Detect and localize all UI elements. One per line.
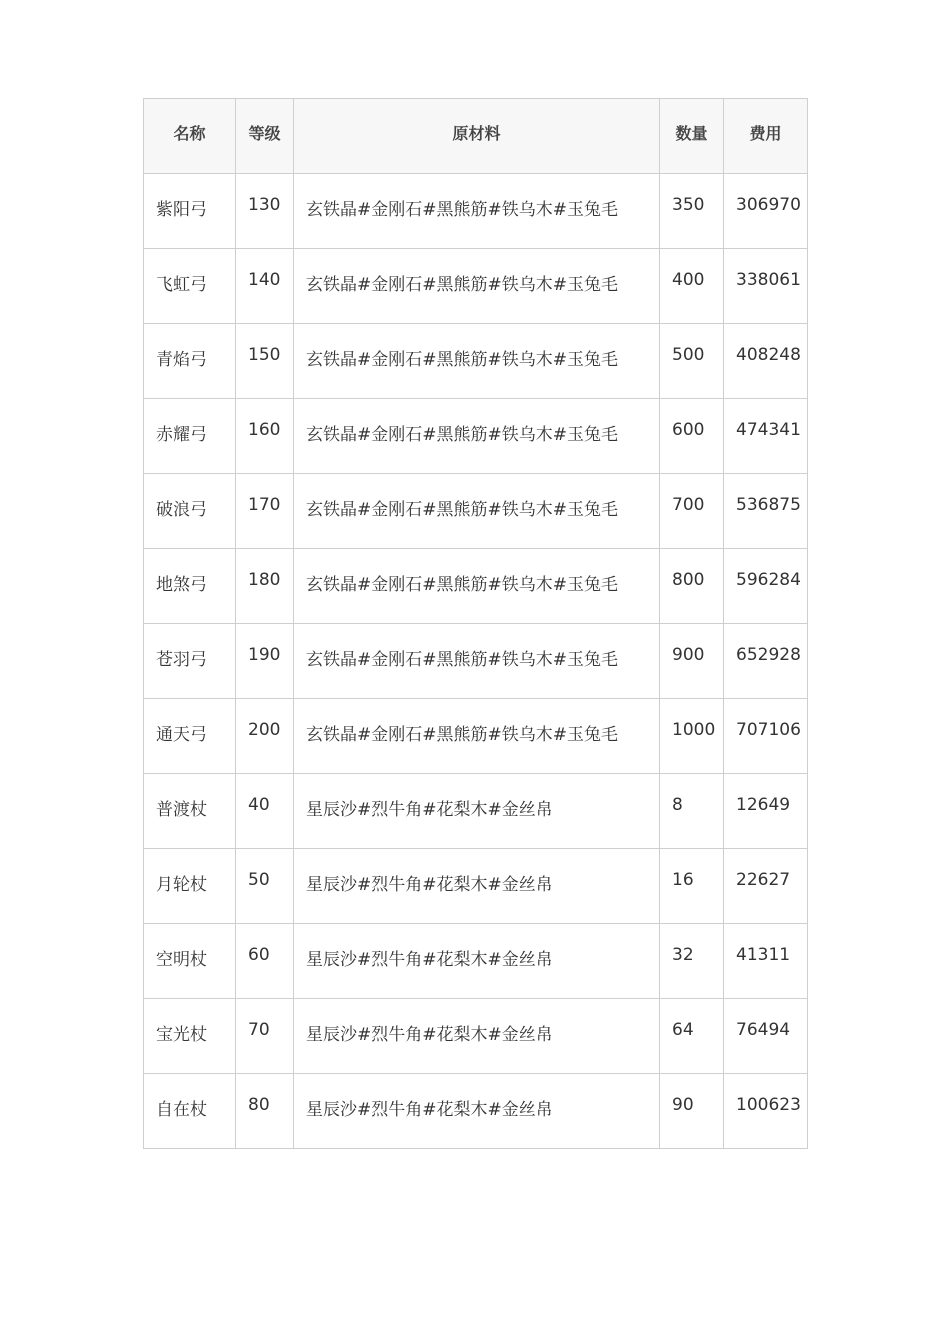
- cell-quantity: 16: [660, 849, 724, 924]
- cell-name: 通天弓: [144, 699, 236, 774]
- header-name: 名称: [144, 99, 236, 174]
- cell-level: 200: [236, 699, 294, 774]
- cell-level: 150: [236, 324, 294, 399]
- cell-cost: 474341: [724, 399, 808, 474]
- cell-quantity: 350: [660, 174, 724, 249]
- header-cost: 费用: [724, 99, 808, 174]
- cell-level: 170: [236, 474, 294, 549]
- cell-cost: 22627: [724, 849, 808, 924]
- cell-level: 80: [236, 1074, 294, 1149]
- cell-materials: 玄铁晶#金刚石#黑熊筋#铁乌木#玉兔毛: [294, 549, 660, 624]
- cell-level: 40: [236, 774, 294, 849]
- cell-materials: 玄铁晶#金刚石#黑熊筋#铁乌木#玉兔毛: [294, 624, 660, 699]
- cell-name: 宝光杖: [144, 999, 236, 1074]
- cell-cost: 652928: [724, 624, 808, 699]
- cell-quantity: 500: [660, 324, 724, 399]
- cell-materials: 玄铁晶#金刚石#黑熊筋#铁乌木#玉兔毛: [294, 399, 660, 474]
- header-quantity: 数量: [660, 99, 724, 174]
- cell-level: 140: [236, 249, 294, 324]
- cell-name: 飞虹弓: [144, 249, 236, 324]
- cell-quantity: 600: [660, 399, 724, 474]
- cell-level: 70: [236, 999, 294, 1074]
- cell-quantity: 800: [660, 549, 724, 624]
- cell-name: 地煞弓: [144, 549, 236, 624]
- crafting-table-container: [143, 98, 808, 1149]
- table-row: [144, 999, 808, 1074]
- cell-materials: 玄铁晶#金刚石#黑熊筋#铁乌木#玉兔毛: [294, 324, 660, 399]
- table-row: [144, 174, 808, 249]
- cell-level: 60: [236, 924, 294, 999]
- cell-materials: 星辰沙#烈牛角#花梨木#金丝帛: [294, 924, 660, 999]
- cell-name: 月轮杖: [144, 849, 236, 924]
- cell-materials: 玄铁晶#金刚石#黑熊筋#铁乌木#玉兔毛: [294, 474, 660, 549]
- table-row: [144, 399, 808, 474]
- cell-cost: 596284: [724, 549, 808, 624]
- cell-quantity: 64: [660, 999, 724, 1074]
- cell-name: 赤耀弓: [144, 399, 236, 474]
- cell-materials: 星辰沙#烈牛角#花梨木#金丝帛: [294, 849, 660, 924]
- table-row: [144, 324, 808, 399]
- cell-cost: 12649: [724, 774, 808, 849]
- cell-name: 自在杖: [144, 1074, 236, 1149]
- table-row: [144, 624, 808, 699]
- table-row: [144, 249, 808, 324]
- table-row: [144, 774, 808, 849]
- cell-materials: 星辰沙#烈牛角#花梨木#金丝帛: [294, 1074, 660, 1149]
- cell-materials: 玄铁晶#金刚石#黑熊筋#铁乌木#玉兔毛: [294, 174, 660, 249]
- cell-cost: 100623: [724, 1074, 808, 1149]
- header-level: 等级: [236, 99, 294, 174]
- cell-cost: 707106: [724, 699, 808, 774]
- cell-level: 190: [236, 624, 294, 699]
- cell-level: 180: [236, 549, 294, 624]
- cell-materials: 玄铁晶#金刚石#黑熊筋#铁乌木#玉兔毛: [294, 699, 660, 774]
- cell-cost: 338061: [724, 249, 808, 324]
- table-body: [144, 174, 808, 1149]
- table-row: [144, 849, 808, 924]
- cell-quantity: 400: [660, 249, 724, 324]
- cell-name: 青焰弓: [144, 324, 236, 399]
- table-row: [144, 699, 808, 774]
- cell-quantity: 32: [660, 924, 724, 999]
- cell-quantity: 1000: [660, 699, 724, 774]
- cell-level: 160: [236, 399, 294, 474]
- cell-cost: 408248: [724, 324, 808, 399]
- cell-level: 130: [236, 174, 294, 249]
- cell-cost: 536875: [724, 474, 808, 549]
- cell-cost: 41311: [724, 924, 808, 999]
- cell-name: 破浪弓: [144, 474, 236, 549]
- cell-name: 苍羽弓: [144, 624, 236, 699]
- table-header-row: [144, 99, 808, 174]
- cell-cost: 306970: [724, 174, 808, 249]
- cell-quantity: 8: [660, 774, 724, 849]
- cell-name: 普渡杖: [144, 774, 236, 849]
- table-row: [144, 924, 808, 999]
- cell-quantity: 90: [660, 1074, 724, 1149]
- cell-materials: 星辰沙#烈牛角#花梨木#金丝帛: [294, 774, 660, 849]
- cell-name: 紫阳弓: [144, 174, 236, 249]
- table-row: [144, 549, 808, 624]
- cell-materials: 玄铁晶#金刚石#黑熊筋#铁乌木#玉兔毛: [294, 249, 660, 324]
- cell-level: 50: [236, 849, 294, 924]
- cell-quantity: 700: [660, 474, 724, 549]
- table-row: [144, 1074, 808, 1149]
- cell-quantity: 900: [660, 624, 724, 699]
- table-row: [144, 474, 808, 549]
- cell-name: 空明杖: [144, 924, 236, 999]
- header-materials: 原材料: [294, 99, 660, 174]
- cell-cost: 76494: [724, 999, 808, 1074]
- crafting-table: [143, 98, 808, 1149]
- cell-materials: 星辰沙#烈牛角#花梨木#金丝帛: [294, 999, 660, 1074]
